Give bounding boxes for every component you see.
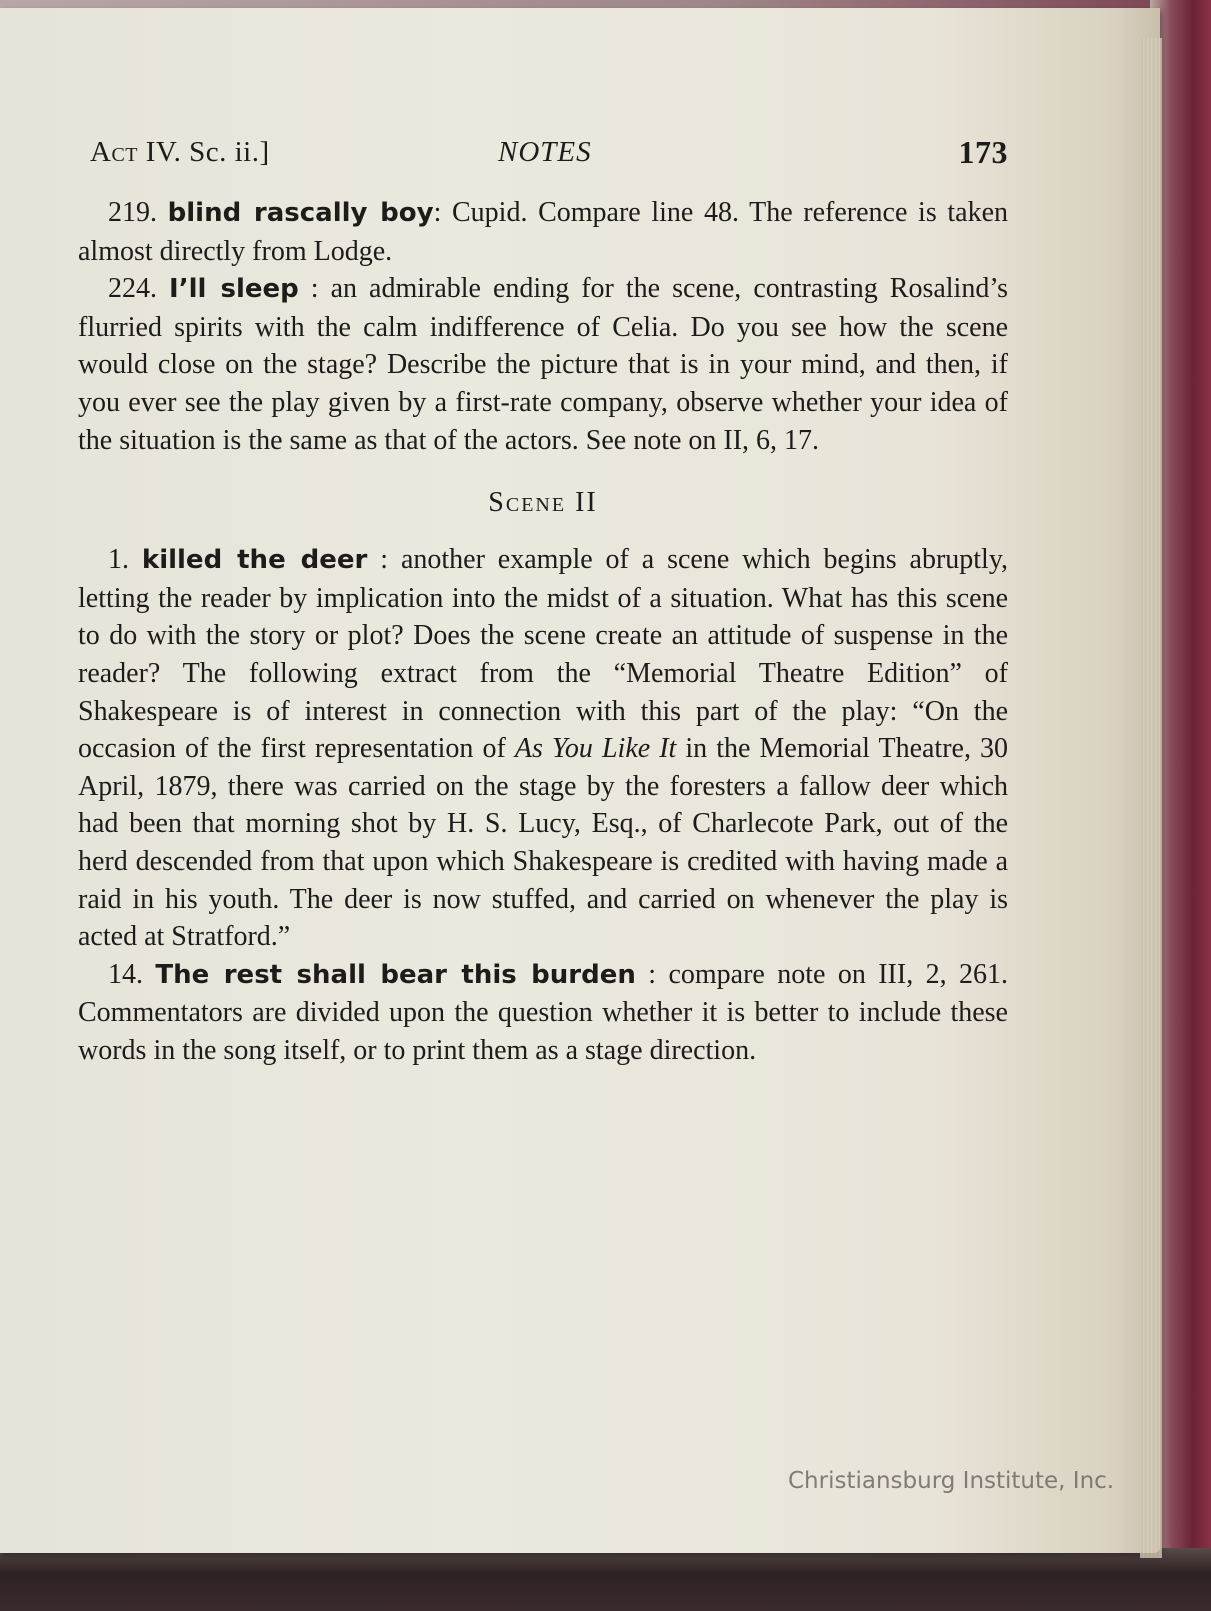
- note-number: 14.: [108, 958, 143, 990]
- header-title: NOTES: [498, 136, 592, 168]
- note-number: 224.: [108, 273, 157, 305]
- page-edges: [1140, 38, 1162, 1558]
- note-term: blind rascally boy: [167, 198, 434, 228]
- note-text: compare note on III, 2, 261. Commentators are divided upon the question whether it is better to include these words in the song itself, or to print them as a stage direction.: [78, 958, 1008, 1066]
- header-act-scene: Act IV. Sc. ii.]: [90, 136, 270, 168]
- note-number: 1.: [108, 544, 129, 576]
- note-text: Cupid. Compare line 48. The reference is taken almost directly from Lodge.: [78, 197, 1008, 267]
- note-text: another example of a scene which begins abruptly, letting the reader by implication into the midst of a situation. What has this scene to do with the story or plot? Does the scene create an attitude of suspense in the reader? The following extract from the “Memorial Theatre Edition” of Shakespeare is of interest in connection with this part of the play: “On the occasion of the first representation of: [78, 544, 1009, 765]
- scene-heading: Scene II: [488, 487, 598, 519]
- note-text: an admirable ending for the scene, contrasting Rosalind’s flurried spirits with the calm indifference of Celia. Do you see how the scene would close on the stage? Describe the picture that is in your mind, and then, if you ever see the play given by a first-rate company, observe whether your idea of the situation is the same as that of the actors. See note on II, 6, 17.: [78, 273, 1009, 456]
- note-14: 14. The rest shall bear this burden : compare note on III, 2, 261. Commentators are divided upon the question whether it is better to include these words in the song itself, or to print them as a stage direction.: [78, 958, 1008, 1066]
- note-term: I’ll sleep: [169, 274, 299, 305]
- note-text-continued: in the Memorial Theatre, 30 April, 1879, there was carried on the stage by the foresters a fallow deer which had been that morning shot by H. S. Lucy, Esq., of Charlecote Park, out of the herd descended from that upon which Shakespeare is credited with having made a raid in his youth. The deer is now stuffed, and carried on whenever the play is acted at Stratford.”: [78, 733, 1009, 953]
- note-1: 1. killed the deer : another example of a scene which begins abruptly, letting the reader by implication into the midst of a situation. What has this scene to do with the story or plot? Does the scene create an attitude of suspense in the reader? The following extract from the “Memorial Theatre Edition” of Shakespeare is of interest in connection with this part of the play: “On the occasion of the first representation of As You Like It in the Memorial Theatre, 30 April, 1879, there was carried on the stage by the foresters a fallow deer which had been that morning shot by H. S. Lucy, Esq., of Charlecote Park, out of the herd descended from that upon which Shakespeare is credited with having made a raid in his youth. The deer is now stuffed, and carried on whenever the play is acted at Stratford.”: [78, 544, 1009, 953]
- running-header: [78, 128, 1008, 180]
- page-number: 173: [958, 134, 1008, 170]
- note-219: 219. blind rascally boy: Cupid. Compare line 48. The reference is taken almost directly from Lodge.: [78, 197, 1008, 267]
- note-number: 219.: [108, 197, 157, 228]
- page-content: [78, 128, 1008, 1069]
- play-title: As You Like It: [514, 733, 677, 765]
- watermark: Christiansburg Institute, Inc.: [788, 1468, 1115, 1494]
- note-term: The rest shall bear this burden: [155, 959, 636, 990]
- note-term: killed the deer: [141, 545, 368, 576]
- note-224: 224. I’ll sleep : an admirable ending for the scene, contrasting Rosalind’s flurried spirits with the calm indifference of Celia. Do you see how the scene would close on the stage? Describe the picture that is in your mind, and then, if you ever see the play given by a first-rate company, observe whether your idea of the situation is the same as that of the actors. See note on II, 6, 17.: [78, 273, 1009, 456]
- book-bottom-shadow: [0, 1548, 1211, 1611]
